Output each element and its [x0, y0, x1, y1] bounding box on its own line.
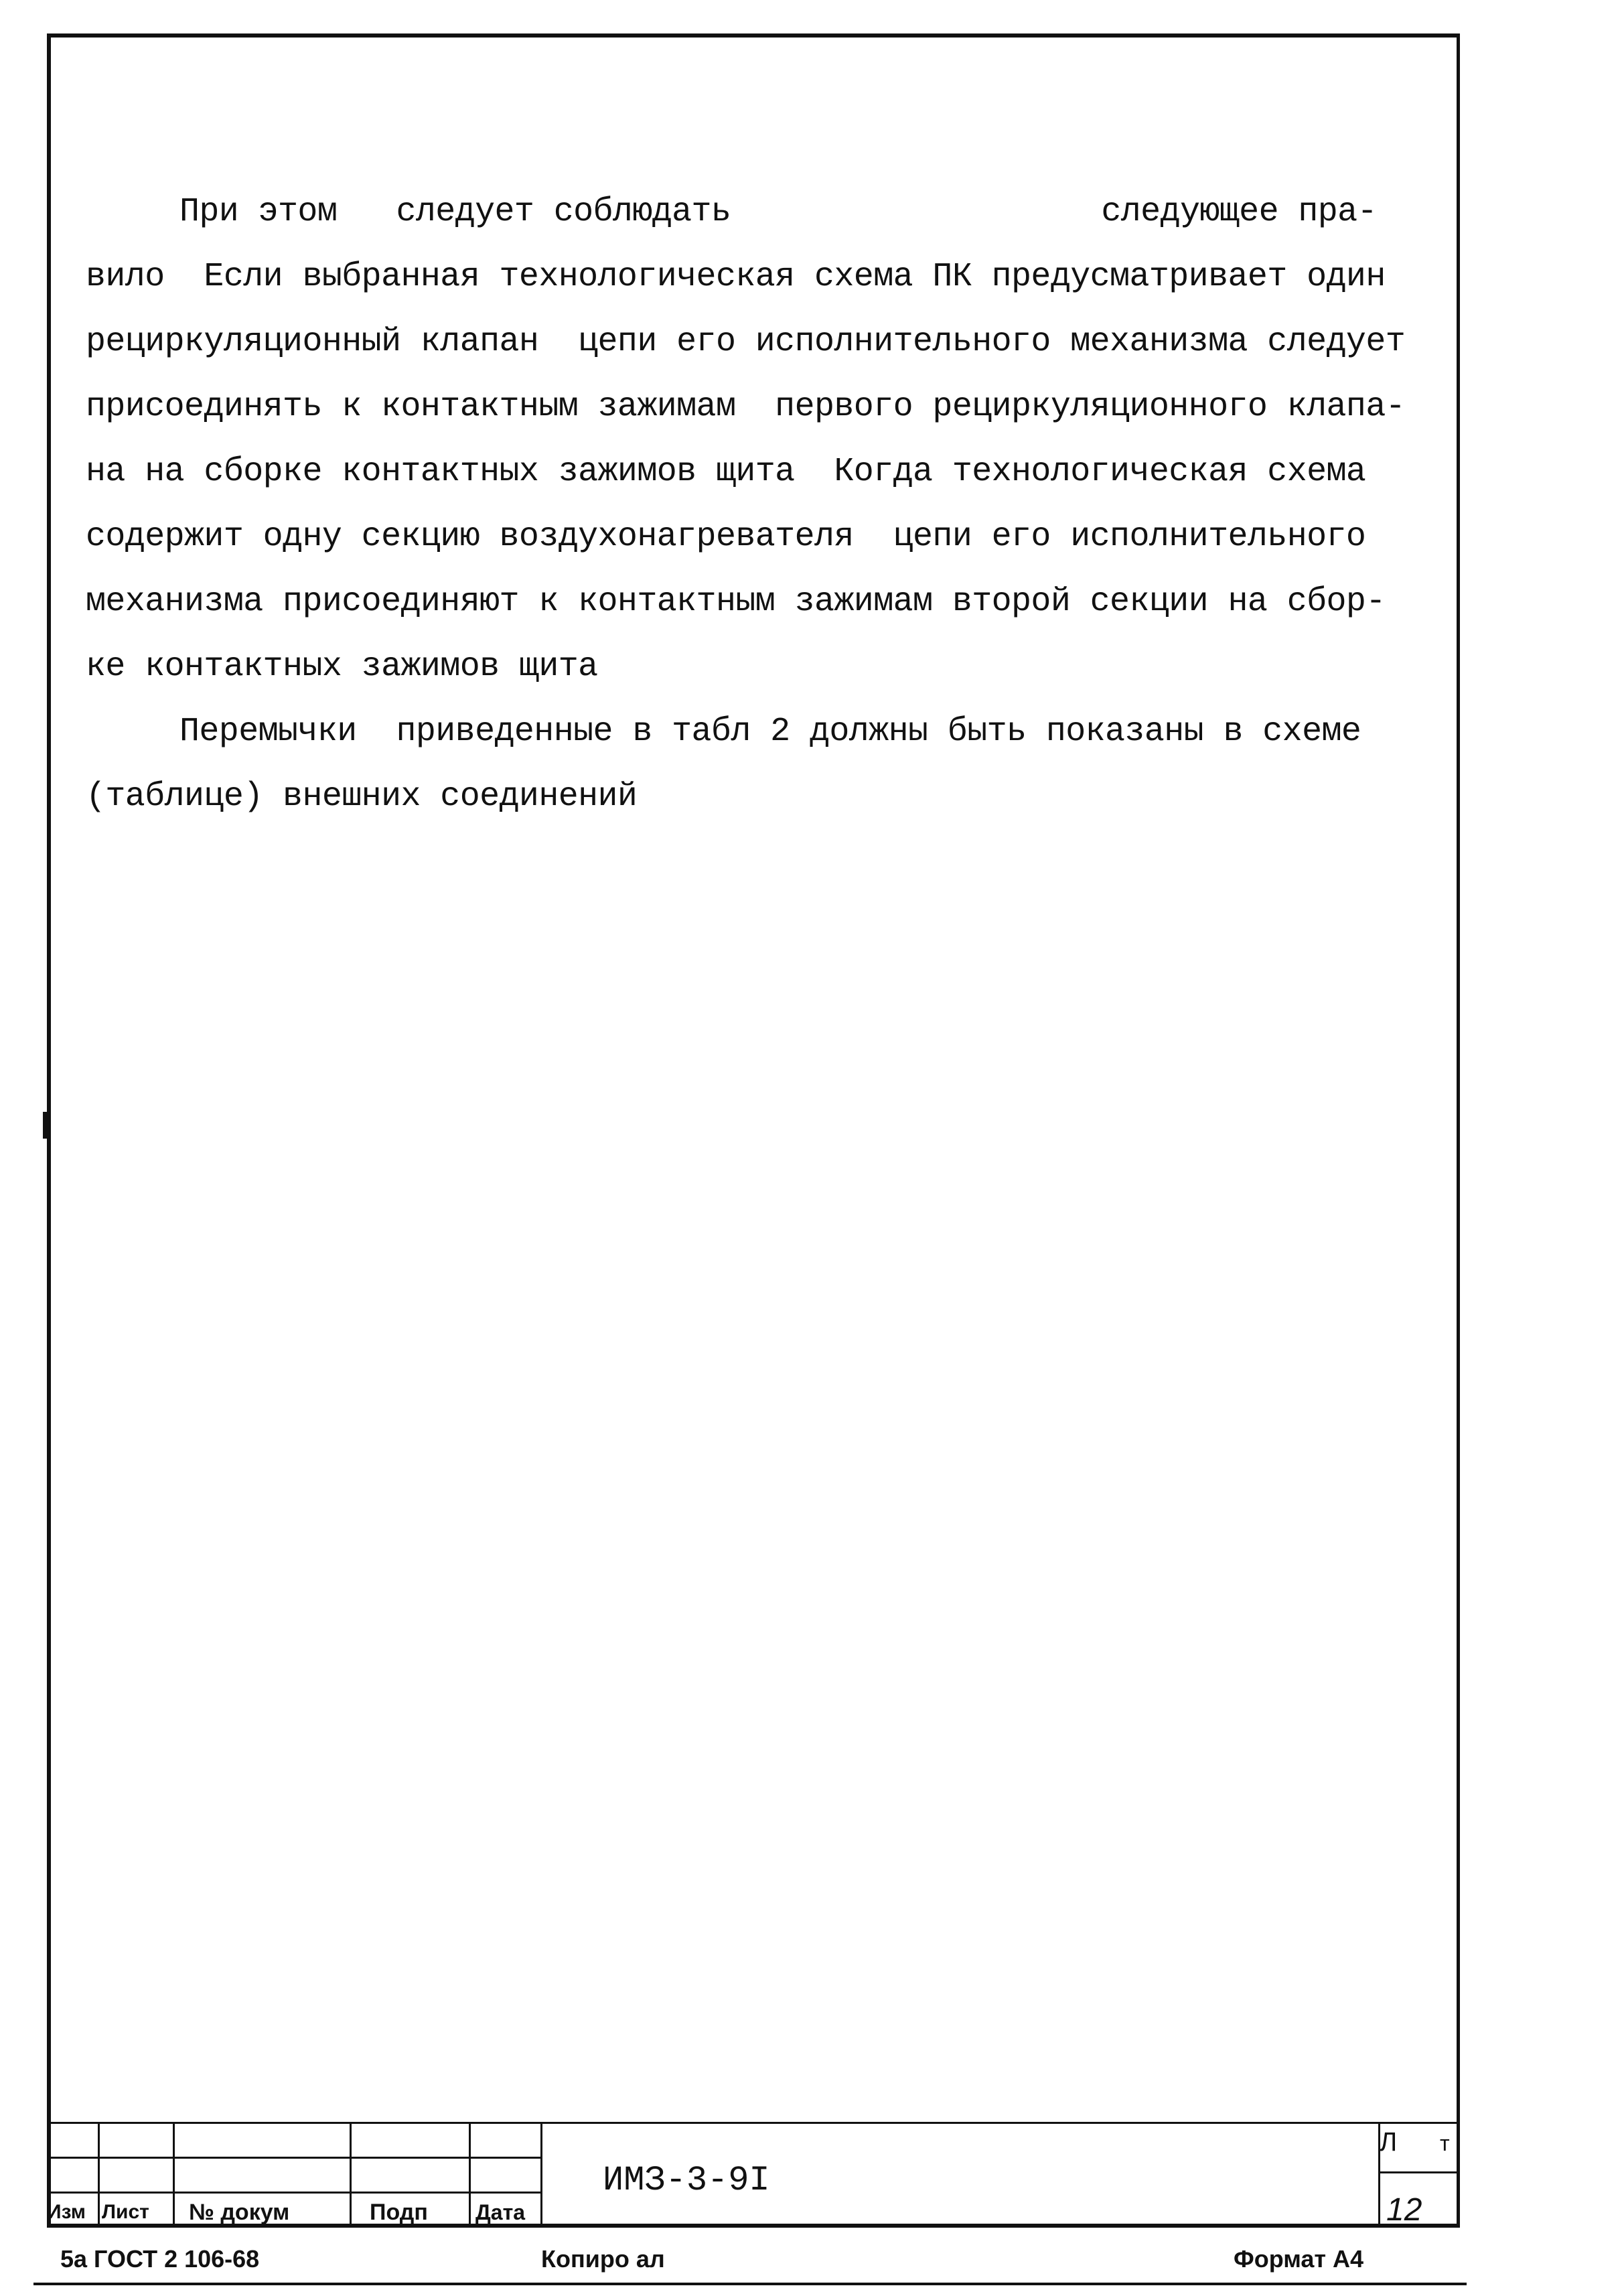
text-line: вило Если выбранная технологическая схема ПК предусматривает один	[86, 258, 1386, 296]
text-line: содержит одну секцию воздухонагревателя цепи его исполнительного	[86, 518, 1366, 556]
sheet-label-tail: т	[1440, 2131, 1450, 2155]
format-label: Формат А4	[1234, 2245, 1364, 2273]
text-line: рециркуляционный клапан цепи его исполнительного механизма следует	[86, 323, 1406, 361]
column-label: Изм	[47, 2201, 86, 2223]
form-reference: 5а ГОСТ 2 106-68	[60, 2245, 260, 2273]
title-block-border	[47, 2122, 1460, 2124]
title-block-divider	[469, 2122, 471, 2228]
margin-tick	[43, 1112, 47, 1139]
document-body	[86, 180, 1418, 829]
column-label: Лист	[102, 2201, 149, 2223]
text-line: ке контактных зажимов щита	[86, 648, 598, 686]
text-line: на на сборке контактных зажимов щита Когда технологическая схема	[86, 453, 1366, 491]
column-label: Подп	[370, 2200, 428, 2225]
text-line	[86, 180, 1418, 244]
copied-label: Копиро ал	[541, 2245, 665, 2273]
text-line: присоединять к контактным зажимам первого рециркуляционного клапа-	[86, 388, 1406, 426]
text-segment: следующее пра-	[1101, 193, 1377, 231]
document-code: ИМЗ-3-9I	[603, 2161, 770, 2200]
title-block-rule	[47, 2192, 542, 2194]
column-label: Дата	[475, 2200, 526, 2224]
column-label: № докум	[189, 2200, 290, 2225]
title-block-divider	[173, 2122, 175, 2228]
title-block-divider	[540, 2122, 542, 2228]
text-line: механизма присоединяют к контактным зажимам второй секции на сбор-	[86, 583, 1386, 621]
footer-rule	[33, 2283, 1467, 2285]
title-block	[47, 2122, 1460, 2228]
sheet-number: 12	[1386, 2192, 1422, 2228]
title-block-rule	[1378, 2171, 1460, 2173]
sheet-label: Л	[1380, 2127, 1398, 2157]
title-block-rule	[47, 2157, 542, 2159]
title-block-divider	[350, 2122, 352, 2228]
text-line: (таблице) внешних соединений	[86, 778, 638, 816]
text-line: Перемычки приведенные в табл 2 должны быть показаны в схеме	[179, 713, 1361, 751]
title-block-divider	[98, 2122, 100, 2228]
text-segment: При этом следует соблюдать	[179, 193, 731, 231]
